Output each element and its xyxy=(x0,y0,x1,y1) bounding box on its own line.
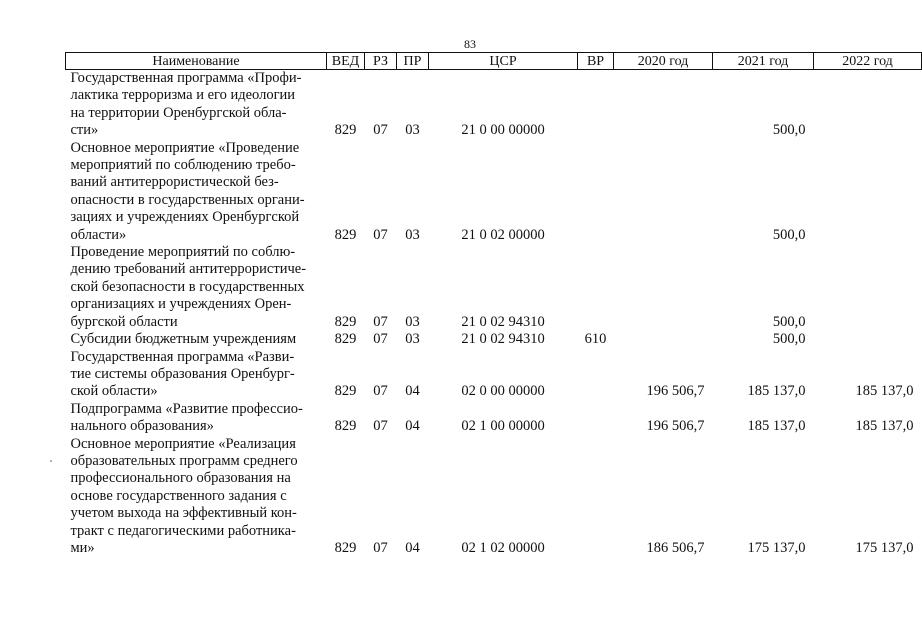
cell-csr: 02 0 00 00000 xyxy=(461,383,545,400)
cell-vr xyxy=(578,349,614,401)
row-name xyxy=(66,331,327,348)
cell-rz: 07 xyxy=(373,122,388,139)
cell-y2022: 185 137,0 xyxy=(855,383,914,400)
row-name-line: сти» xyxy=(70,122,99,139)
row-name-line: Подпрограмма «Развитие профессио- xyxy=(70,400,303,417)
cell-y2022 xyxy=(814,244,922,331)
table-row xyxy=(66,331,922,348)
cell-y2020 xyxy=(614,244,713,331)
cell-csr: 02 1 00 00000 xyxy=(461,418,545,435)
cell-pr: 04 xyxy=(405,539,420,556)
row-name-line: Основное мероприятие «Реализация xyxy=(70,435,296,452)
cell-csr: 02 1 02 00000 xyxy=(461,539,545,556)
row-name-line: организациях и учреждениях Орен- xyxy=(70,296,292,313)
table-header-row xyxy=(66,53,922,70)
cell-rz: 07 xyxy=(373,313,388,330)
table-row xyxy=(66,401,922,436)
cell-ved: 829 xyxy=(334,418,357,435)
row-name-line: основе государственного задания с xyxy=(70,487,287,504)
cell-y2020 xyxy=(614,140,713,244)
row-name xyxy=(66,401,327,436)
row-name xyxy=(66,70,327,140)
row-name-line: зациях и учреждениях Оренбургской xyxy=(70,209,300,226)
row-name xyxy=(66,244,327,331)
row-name-line: тракт с педагогическими работника- xyxy=(70,522,296,539)
header-name: Наименование xyxy=(66,53,327,70)
cell-rz: 07 xyxy=(373,418,388,435)
cell-rz: 07 xyxy=(373,539,388,556)
scan-speck xyxy=(50,460,52,462)
cell-y2022 xyxy=(814,140,922,244)
cell-ved: 829 xyxy=(334,313,357,330)
cell-vr xyxy=(578,436,614,558)
cell-vr xyxy=(578,244,614,331)
cell-csr: 21 0 00 00000 xyxy=(461,122,545,139)
row-name-line: бургской области xyxy=(70,313,178,330)
header-ved: ВЕД xyxy=(327,53,365,70)
row-name-line: мероприятий по соблюдению требо- xyxy=(70,157,296,174)
cell-ved: 829 xyxy=(334,331,357,348)
cell-y2022: 175 137,0 xyxy=(855,539,914,556)
cell-ved: 829 xyxy=(334,539,357,556)
header-vr: ВР xyxy=(578,53,614,70)
cell-ved: 829 xyxy=(334,122,357,139)
row-name-line: нального образования» xyxy=(70,418,214,435)
cell-y2022 xyxy=(814,70,922,140)
cell-y2021: 500,0 xyxy=(772,226,806,243)
row-name-line: опасности в государственных органи- xyxy=(70,191,305,208)
row-name-line: Государственная программа «Профи- xyxy=(70,70,302,86)
cell-pr: 04 xyxy=(405,418,420,435)
cell-y2020 xyxy=(614,70,713,140)
cell-ved: 829 xyxy=(334,383,357,400)
cell-csr: 21 0 02 94310 xyxy=(461,331,545,348)
cell-vr xyxy=(578,140,614,244)
cell-y2021: 500,0 xyxy=(772,331,806,348)
header-2022: 2022 год xyxy=(814,53,922,70)
row-name-line: учетом выхода на эффективный кон- xyxy=(70,505,297,522)
row-name-line: области» xyxy=(70,226,127,243)
cell-rz: 07 xyxy=(373,331,388,348)
cell-y2020: 186 506,7 xyxy=(646,539,705,556)
row-name-line: ми» xyxy=(70,539,95,556)
cell-rz: 07 xyxy=(373,226,388,243)
header-rz: РЗ xyxy=(365,53,397,70)
cell-pr: 03 xyxy=(405,331,420,348)
cell-y2021: 175 137,0 xyxy=(747,539,806,556)
header-pr: ПР xyxy=(397,53,429,70)
page-number: 83 xyxy=(464,37,476,51)
header-csr: ЦСР xyxy=(429,53,578,70)
cell-pr: 03 xyxy=(405,226,420,243)
row-name-line: ской области» xyxy=(70,383,158,400)
cell-csr: 21 0 02 94310 xyxy=(461,313,545,330)
cell-y2021: 185 137,0 xyxy=(747,383,806,400)
cell-ved: 829 xyxy=(334,226,357,243)
table-row xyxy=(66,140,922,244)
row-name xyxy=(66,436,327,558)
cell-y2020 xyxy=(614,331,713,348)
table-row xyxy=(66,244,922,331)
table-row xyxy=(66,349,922,401)
cell-pr: 03 xyxy=(405,122,420,139)
cell-vr: 610 xyxy=(584,331,607,348)
cell-vr xyxy=(578,401,614,436)
table-body xyxy=(66,70,922,558)
table-row xyxy=(66,70,922,140)
cell-y2022 xyxy=(814,331,922,348)
cell-y2021: 500,0 xyxy=(772,122,806,139)
cell-rz: 07 xyxy=(373,383,388,400)
cell-y2021: 500,0 xyxy=(772,313,806,330)
cell-y2021: 185 137,0 xyxy=(747,418,806,435)
cell-y2020: 196 506,7 xyxy=(646,418,705,435)
row-name-line: профессионального образования на xyxy=(70,470,291,487)
row-name-line: на территории Оренбургской обла- xyxy=(70,104,287,121)
cell-pr: 04 xyxy=(405,383,420,400)
row-name xyxy=(66,349,327,401)
table-row xyxy=(66,436,922,558)
row-name-line: тие системы образования Оренбург- xyxy=(70,365,295,382)
cell-y2022: 185 137,0 xyxy=(855,418,914,435)
header-2021: 2021 год xyxy=(713,53,814,70)
cell-csr: 21 0 02 00000 xyxy=(461,226,545,243)
row-name-line: ваний антитеррористической без- xyxy=(70,174,279,191)
row-name-line: образовательных программ среднего xyxy=(70,452,298,469)
header-2020: 2020 год xyxy=(614,53,713,70)
cell-y2020: 196 506,7 xyxy=(646,383,705,400)
row-name-line: Проведение мероприятий по соблю- xyxy=(70,244,296,261)
row-name xyxy=(66,140,327,244)
row-name-line: дению требований антитеррористиче- xyxy=(70,261,307,278)
budget-table xyxy=(65,52,922,557)
row-name-line: Субсидии бюджетным учреждениям xyxy=(70,331,297,348)
row-name-line: Государственная программа «Разви- xyxy=(70,348,295,365)
row-name-line: лактика терроризма и его идеологии xyxy=(70,87,296,104)
row-name-line: Основное мероприятие «Проведение xyxy=(70,139,300,156)
cell-pr: 03 xyxy=(405,313,420,330)
cell-vr xyxy=(578,70,614,140)
row-name-line: ской безопасности в государственных xyxy=(70,278,305,295)
